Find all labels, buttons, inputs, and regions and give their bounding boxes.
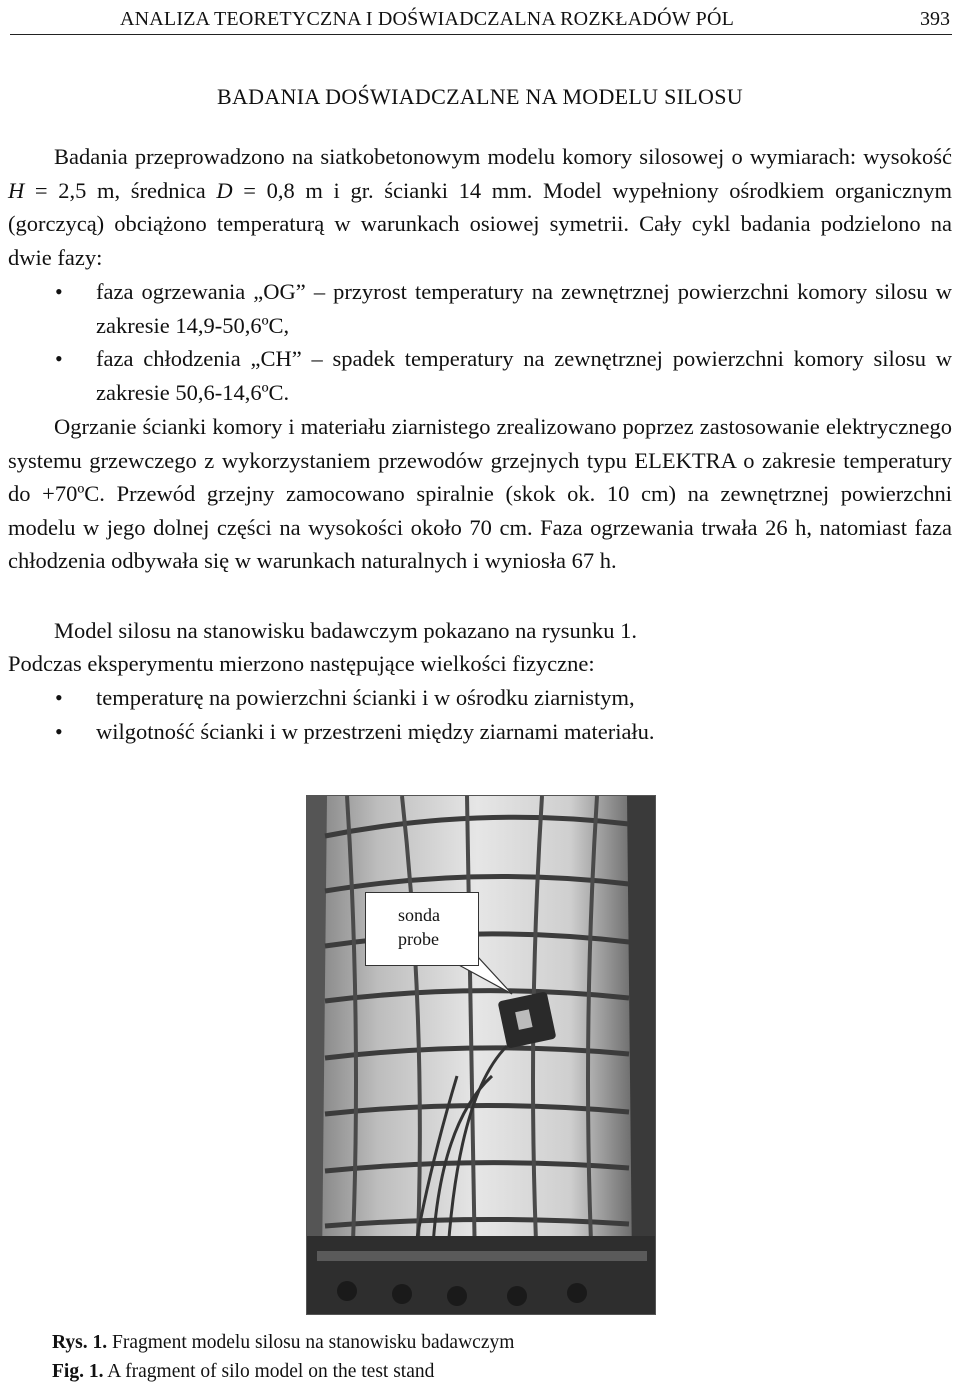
p1-rest: = 0,8 m i gr. ścianki 14 mm. Model wypełniony ośrodkiem organicznym (gorczycą) obciążono temperaturą w warunkach osiowej symetrii. Cały cykl badania podzielono na dwie fazy: (8, 177, 952, 270)
paragraph-2 (8, 410, 952, 578)
measured-text: wilgotność ścianki i w przestrzeni między ziarnami materiału. (96, 718, 655, 744)
p1-var-d: D (216, 177, 233, 203)
running-header (10, 4, 952, 35)
paragraph-4 (8, 647, 952, 681)
caption-label-en: Fig. 1. (52, 1361, 104, 1382)
callout-label-en: probe (398, 929, 439, 949)
list-item (8, 342, 952, 409)
list-item (8, 275, 952, 342)
bullet-icon: • (55, 279, 63, 304)
paragraph-1 (8, 140, 952, 274)
bullet-icon: • (55, 718, 63, 744)
figure-caption-en (52, 1361, 434, 1383)
p3-text: Model silosu na stanowisku badawczym pokazano na rysunku 1. (54, 618, 638, 643)
p4-text: Podczas eksperymentu mierzono następujące wielkości fizyczne: (8, 651, 595, 676)
silo-photo (306, 795, 656, 1315)
p1-mid: = 2,5 m, średnica (24, 177, 217, 203)
silo-photo-drawing (307, 796, 655, 1314)
bullet-icon: • (55, 685, 63, 710)
p1-lead: Badania przeprowadzono na siatkobetonowym modelu komory silosowej o wymiarach: wysokość (54, 144, 952, 169)
page-number: 393 (920, 8, 950, 30)
phase-text: faza ogrzewania „OG” – przyrost temperatury na zewnętrznej powierzchni komory silosu w zakresie 14,9-50,6ºC, (96, 279, 952, 338)
callout-label-pl: sonda (398, 905, 440, 925)
probe-callout (365, 892, 479, 966)
measured-text: temperaturę na powierzchni ścianki i w ośrodku ziarnistym, (96, 685, 635, 710)
figure-caption-pl (52, 1332, 514, 1354)
phase-list (8, 275, 952, 409)
list-item (8, 681, 952, 715)
caption-text-pl: Fragment modelu silosu na stanowisku badawczym (107, 1332, 515, 1353)
measured-list (8, 681, 952, 748)
bullet-icon: • (55, 346, 63, 371)
caption-label-pl: Rys. 1. (52, 1332, 108, 1353)
phase-text: faza chłodzenia „CH” – spadek temperatury na zewnętrznej powierzchni komory silosu w zakresie 50,6-14,6ºC. (96, 346, 952, 405)
paragraph-3 (8, 614, 952, 648)
p1-var-h: H (8, 177, 25, 203)
caption-text-en: A fragment of silo model on the test stand (103, 1361, 435, 1382)
p2-text: Ogrzanie ścianki komory i materiału ziarnistego zrealizowano poprzez zastosowanie elektrycznego systemu grzewczego z wykorzystaniem przewodów grzejnych typu ELEKTRA o zakresie temperatury do +70ºC. Przewód grzejny zamocowano spiralnie (skok ok. 10 cm) na zewnętrznej powierzchni modelu w jego dolnej części na wysokości około 70 cm. Faza ogrzewania trwała 26 h, natomiast faza chłodzenia odbywała się w warunkach naturalnych i wyniosła 67 h. (8, 414, 952, 573)
section-title: BADANIA DOŚWIADCZALNE NA MODELU SILOSU (217, 84, 743, 109)
running-title: ANALIZA TEORETYCZNA I DOŚWIADCZALNA ROZKŁADÓW PÓL (120, 8, 735, 30)
list-item (8, 715, 952, 749)
